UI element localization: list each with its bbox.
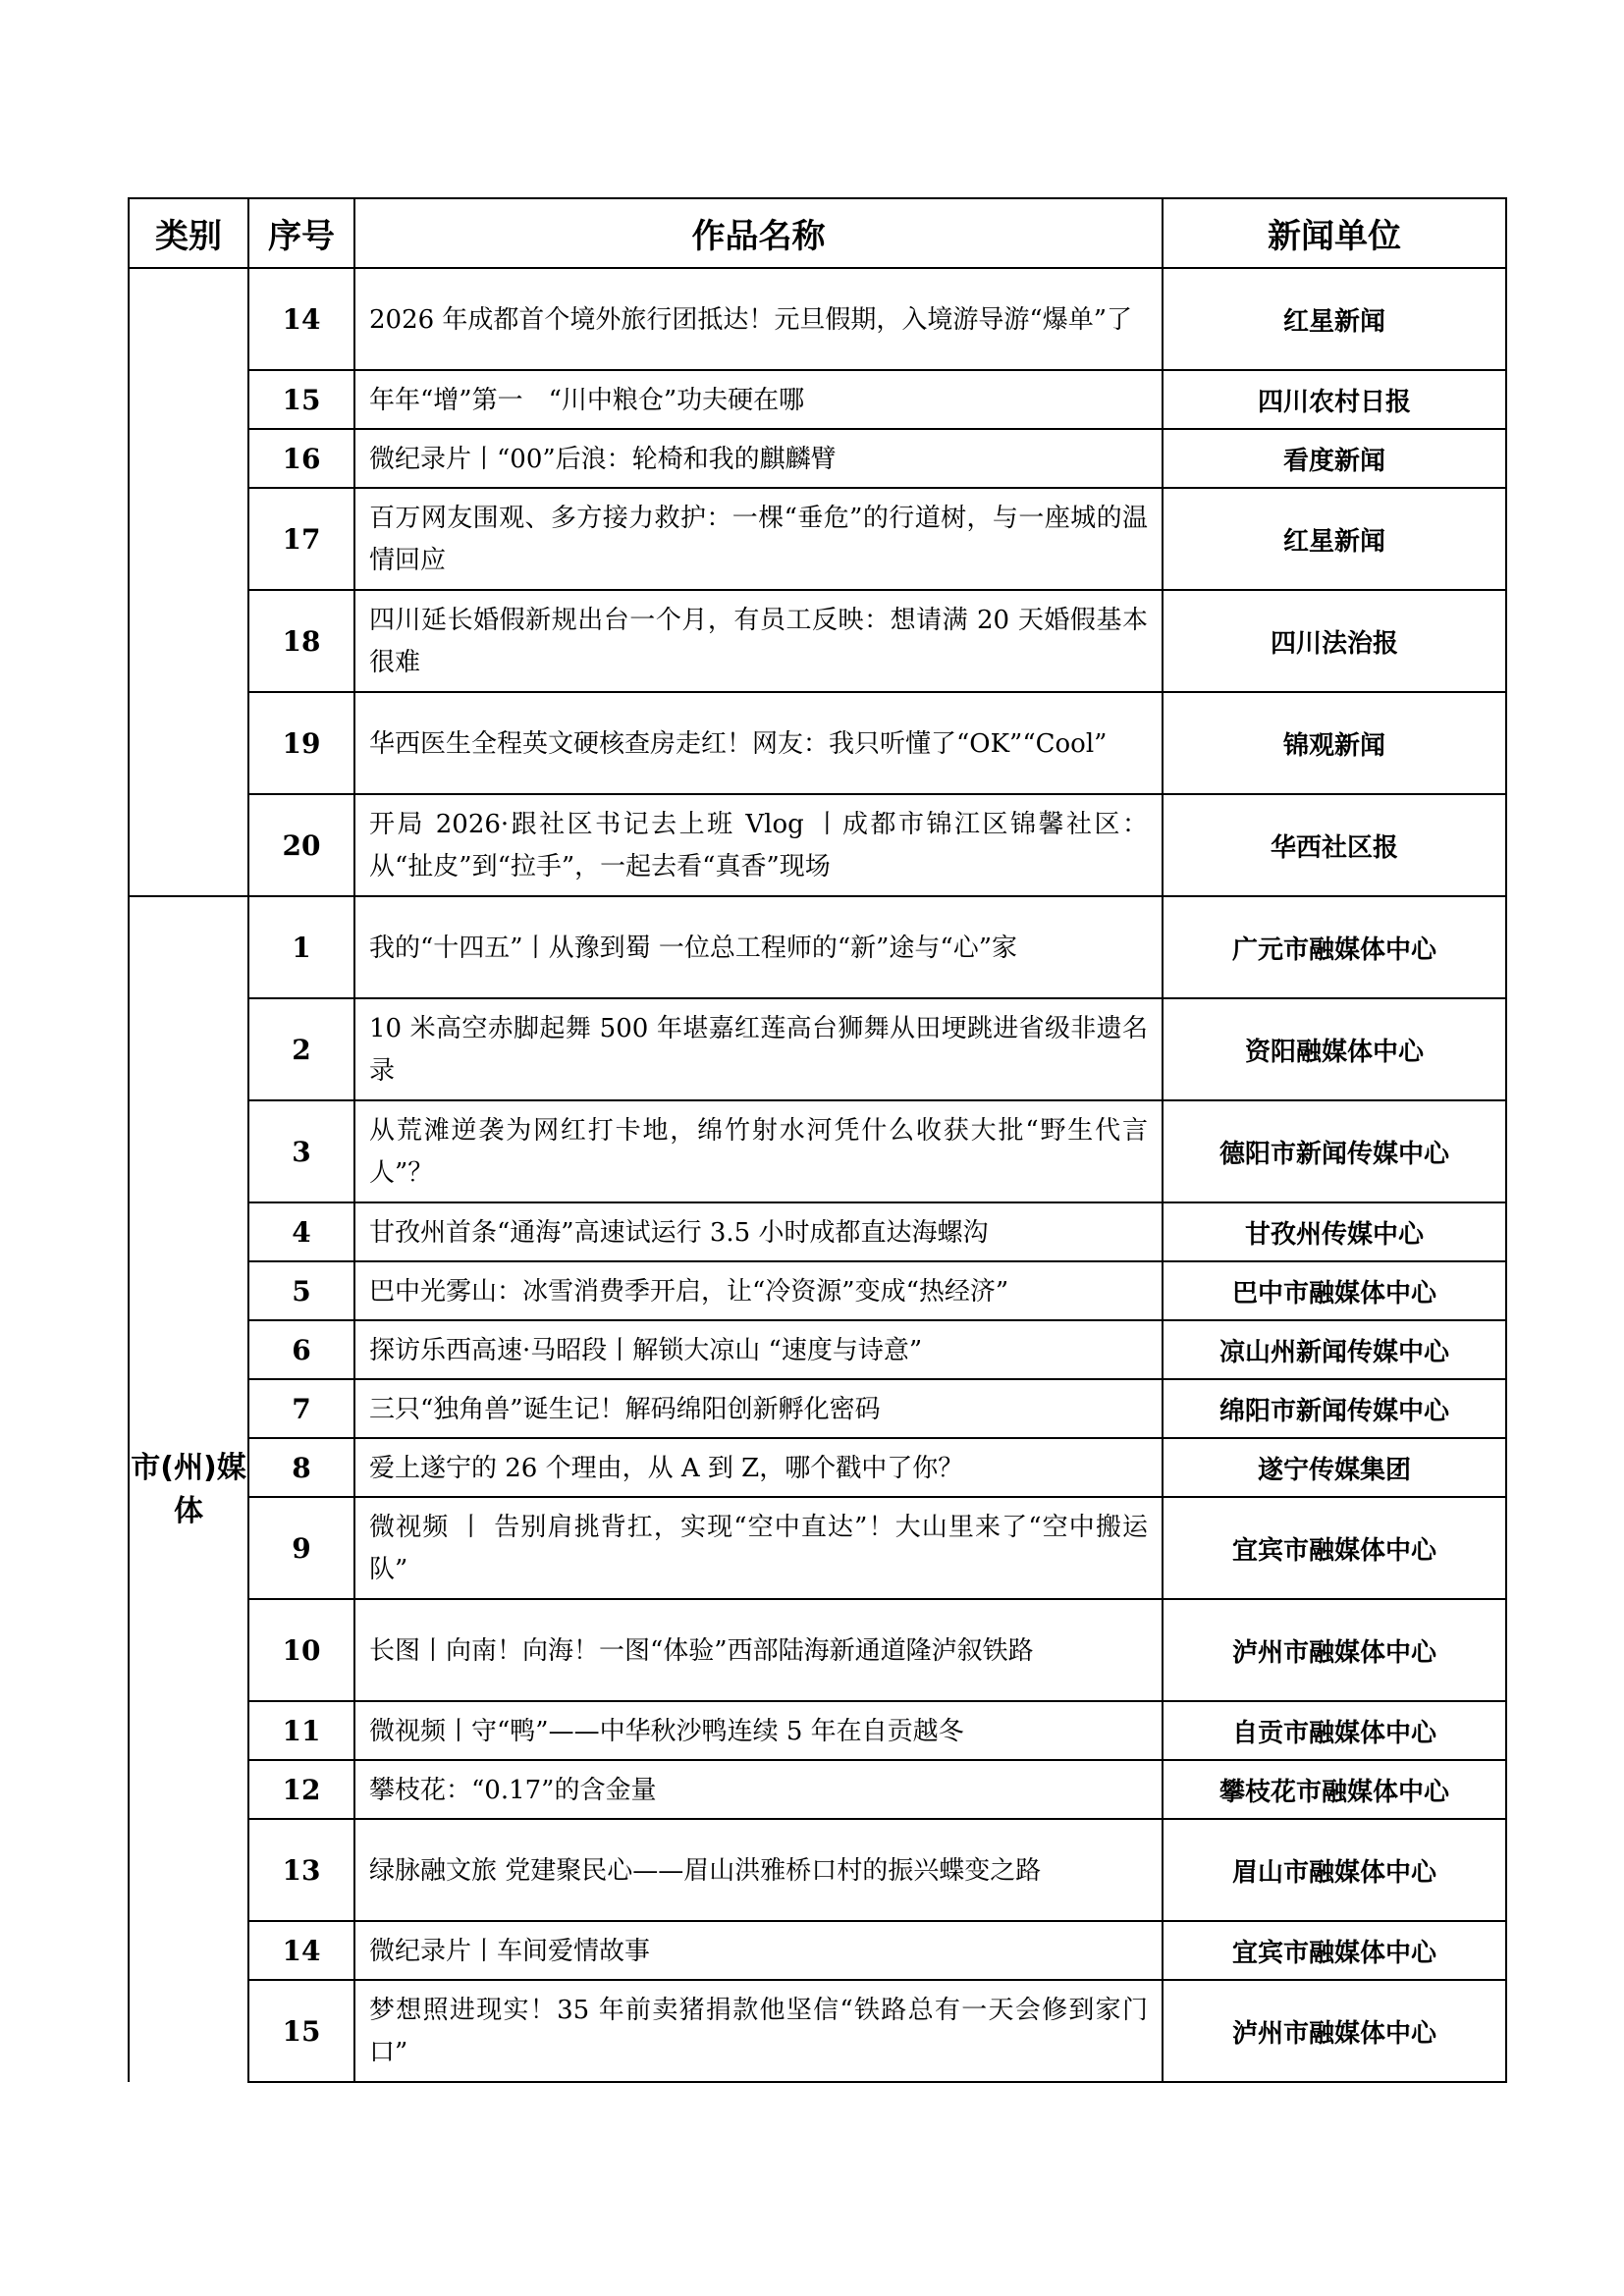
row-unit: 泸州市融媒体中心 [1163,1599,1506,1701]
table-row [129,1497,1506,1599]
row-title: 年年“增”第一 “川中粮仓”功夫硬在哪 [354,370,1163,429]
row-title: 甘孜州首条“通海”高速试运行 3.5 小时成都直达海螺沟 [354,1202,1163,1261]
row-unit: 看度新闻 [1163,429,1506,488]
row-index: 16 [248,429,354,488]
row-unit: 红星新闻 [1163,268,1506,370]
header-category: 类别 [129,198,248,268]
row-index: 19 [248,692,354,794]
row-title: 四川延长婚假新规出台一个月，有员工反映：想请满 20 天婚假基本很难 [354,590,1163,692]
row-index: 1 [248,896,354,998]
row-index: 7 [248,1379,354,1438]
table-row [129,1438,1506,1497]
table-row [129,1701,1506,1760]
table-header-row [129,198,1506,268]
row-unit: 四川农村日报 [1163,370,1506,429]
award-list-table [128,197,1507,2083]
row-title: 探访乐西高速·马昭段丨解锁大凉山 “速度与诗意” [354,1320,1163,1379]
row-title: 微纪录片丨车间爱情故事 [354,1921,1163,1980]
row-title: 巴中光雾山：冰雪消费季开启，让“冷资源”变成“热经济” [354,1261,1163,1320]
row-unit: 宜宾市融媒体中心 [1163,1497,1506,1599]
row-unit: 宜宾市融媒体中心 [1163,1921,1506,1980]
row-index: 15 [248,370,354,429]
row-title: 微视频丨守“鸭”——中华秋沙鸭连续 5 年在自贡越冬 [354,1701,1163,1760]
table-row [129,1202,1506,1261]
row-title: 2026 年成都首个境外旅行团抵达！元旦假期，入境游导游“爆单”了 [354,268,1163,370]
row-index: 13 [248,1819,354,1921]
row-unit: 锦观新闻 [1163,692,1506,794]
row-title: 微纪录片丨“00”后浪：轮椅和我的麒麟臂 [354,429,1163,488]
row-index: 15 [248,1980,354,2082]
table-row [129,1980,1506,2082]
row-unit: 凉山州新闻传媒中心 [1163,1320,1506,1379]
row-title: 我的“十四五”丨从豫到蜀 一位总工程师的“新”途与“心”家 [354,896,1163,998]
row-index: 14 [248,1921,354,1980]
row-unit: 红星新闻 [1163,488,1506,590]
header-title: 作品名称 [354,198,1163,268]
row-unit: 资阳融媒体中心 [1163,998,1506,1100]
row-index: 5 [248,1261,354,1320]
row-unit: 泸州市融媒体中心 [1163,1980,1506,2082]
row-index: 20 [248,794,354,896]
row-unit: 遂宁传媒集团 [1163,1438,1506,1497]
row-unit: 德阳市新闻传媒中心 [1163,1100,1506,1202]
row-index: 4 [248,1202,354,1261]
table-row [129,896,1506,998]
table-row [129,998,1506,1100]
table-row [129,1921,1506,1980]
header-index: 序号 [248,198,354,268]
row-index: 17 [248,488,354,590]
table-row [129,794,1506,896]
row-index: 11 [248,1701,354,1760]
row-title: 百万网友围观、多方接力救护：一棵“垂危”的行道树，与一座城的温情回应 [354,488,1163,590]
table-row [129,1100,1506,1202]
category-cell-city: 市(州)媒体 [129,896,248,2082]
table-row [129,429,1506,488]
row-title: 从荒滩逆袭为网红打卡地，绵竹射水河凭什么收获大批“野生代言人”？ [354,1100,1163,1202]
row-index: 12 [248,1760,354,1819]
table-row [129,488,1506,590]
table-row [129,590,1506,692]
row-index: 10 [248,1599,354,1701]
row-title: 梦想照进现实！35 年前卖猪捐款他坚信“铁路总有一天会修到家门口” [354,1980,1163,2082]
row-title: 攀枝花：“0.17”的含金量 [354,1760,1163,1819]
row-unit: 广元市融媒体中心 [1163,896,1506,998]
row-unit: 绵阳市新闻传媒中心 [1163,1379,1506,1438]
table-row [129,1819,1506,1921]
row-title: 长图丨向南！向海！一图“体验”西部陆海新通道隆泸叙铁路 [354,1599,1163,1701]
table-row [129,692,1506,794]
row-unit: 自贡市融媒体中心 [1163,1701,1506,1760]
header-unit: 新闻单位 [1163,198,1506,268]
document-page [128,197,1505,2083]
row-index: 6 [248,1320,354,1379]
row-index: 14 [248,268,354,370]
row-index: 3 [248,1100,354,1202]
row-title: 三只“独角兽”诞生记！解码绵阳创新孵化密码 [354,1379,1163,1438]
table-row [129,1760,1506,1819]
table-row [129,370,1506,429]
row-index: 2 [248,998,354,1100]
row-unit: 四川法治报 [1163,590,1506,692]
category-cell-prev [129,268,248,896]
table-row [129,1261,1506,1320]
row-unit: 攀枝花市融媒体中心 [1163,1760,1506,1819]
row-unit: 甘孜州传媒中心 [1163,1202,1506,1261]
table-row [129,1599,1506,1701]
table-row [129,268,1506,370]
table-row [129,1320,1506,1379]
row-title: 绿脉融文旅 党建聚民心——眉山洪雅桥口村的振兴蝶变之路 [354,1819,1163,1921]
row-unit: 华西社区报 [1163,794,1506,896]
row-title: 爱上遂宁的 26 个理由，从 A 到 Z，哪个戳中了你？ [354,1438,1163,1497]
row-index: 9 [248,1497,354,1599]
row-unit: 眉山市融媒体中心 [1163,1819,1506,1921]
row-index: 18 [248,590,354,692]
row-title: 华西医生全程英文硬核查房走红！网友：我只听懂了“OK”“Cool” [354,692,1163,794]
row-title: 10 米高空赤脚起舞 500 年堪嘉红莲高台狮舞从田埂跳进省级非遗名录 [354,998,1163,1100]
row-index: 8 [248,1438,354,1497]
row-unit: 巴中市融媒体中心 [1163,1261,1506,1320]
row-title: 开局 2026·跟社区书记去上班 Vlog 丨成都市锦江区锦馨社区：从“扯皮”到“拉手”，一起去看“真香”现场 [354,794,1163,896]
row-title: 微视频 丨 告别肩挑背扛，实现“空中直达”！大山里来了“空中搬运队” [354,1497,1163,1599]
table-row [129,1379,1506,1438]
